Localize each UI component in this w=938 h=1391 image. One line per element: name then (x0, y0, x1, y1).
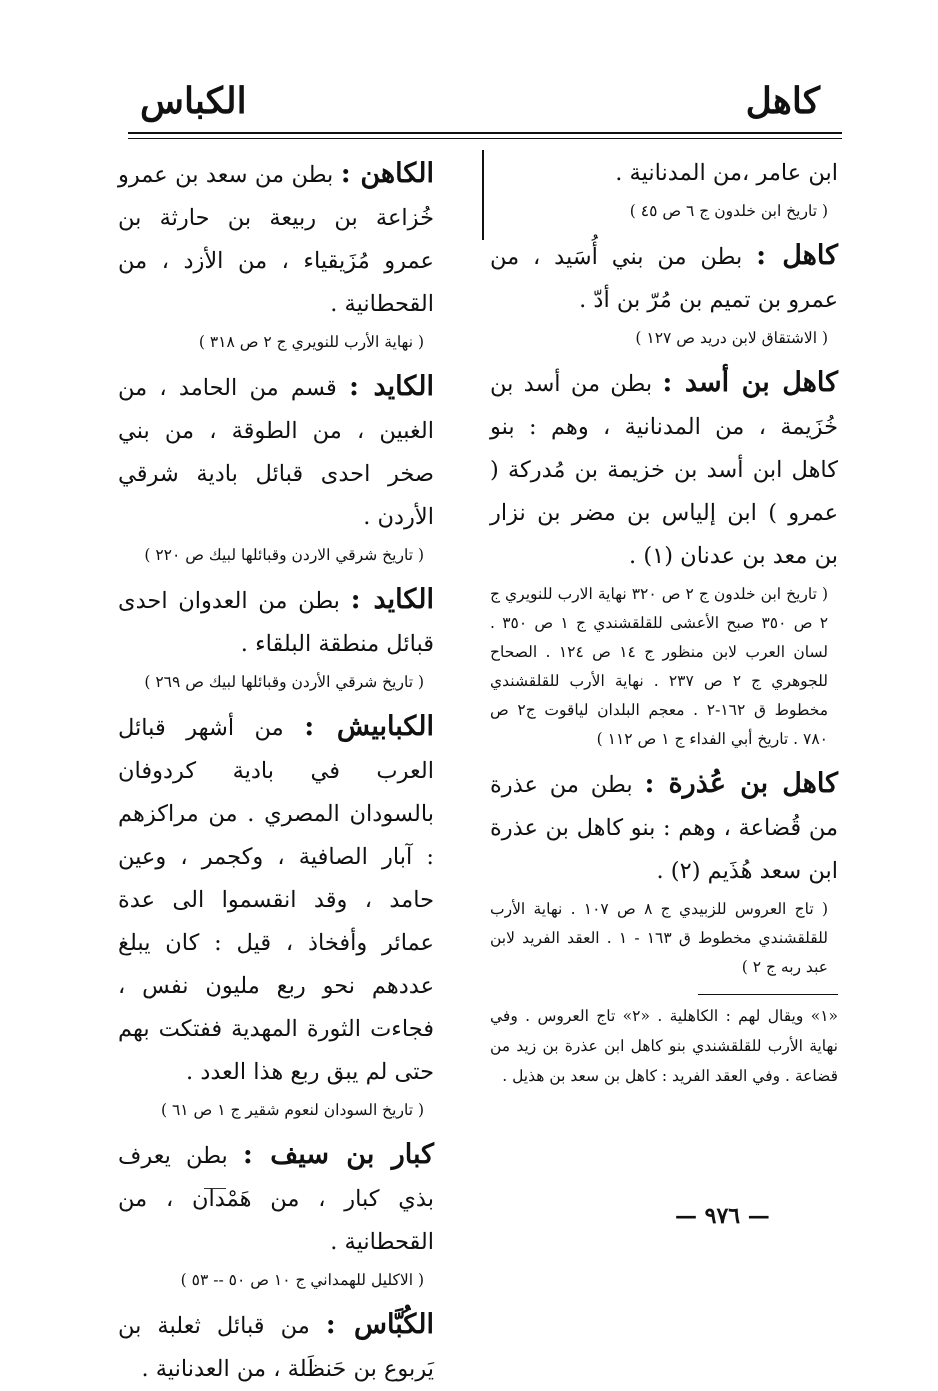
entry (118, 705, 434, 1094)
entry-head: كاهل بن عُذرة : (644, 768, 838, 799)
footnote-rule (698, 994, 838, 995)
entry-text: بطن من سعد بن عمرو خُزاعة بن ربيعة بن حارثة بن عمرو مُزَيقياء ، من الأزد ، من القحطانية . (118, 162, 434, 317)
entry (118, 152, 434, 326)
entry (490, 361, 838, 578)
entry (118, 1133, 434, 1264)
right-column (490, 152, 838, 1091)
reference: ( الاشتقاق لابن دريد ص ١٢٧ ) (635, 329, 828, 347)
entry-text: بطن من العدوان احدى قبائل منطقة البلقاء . (118, 588, 434, 657)
header-rule (128, 132, 842, 134)
column-divider (482, 150, 484, 240)
entry-head: كاهل : (756, 240, 838, 271)
entry (490, 762, 838, 893)
running-header-left: الكباس (140, 80, 247, 122)
end-mark (204, 1188, 226, 1189)
footnote: «١» ويقال لهم : الكاهلية . «٢» تاج العروس . وفي نهاية الأرب للقلقشندي بنو كاهل ابن عذرة بن زيد من قضاعة . وفي العقد الفريد : كاهل بن سعد بن هذيل . (490, 1007, 838, 1085)
entry-head: الكاهن : (340, 158, 434, 189)
entry-text: بطن من أسد بن خُزَيمة ، من المدنانية ، وهم : بنو كاهل ابن أسد بن خزيمة بن مُدركة ( عمرو ) ابن إلياس بن مضر بن نزار بن معد بن عدنان (١) . (490, 371, 838, 569)
entry-text: من أشهر قبائل العرب في بادية كردوفان بالسودان المصري . من مراكزهم : آبار الصافية ، وكجمر ، وعين حامد ، وقد انقسموا الى عدة عمائر وأفخاذ ، قيل : كان يبلغ عددهم نحو ربع مليون نفس ، فجاءت الثورة المهدية ففتكت بهم حتى لم يبق ربع هذا العدد . (118, 715, 434, 1085)
entry-text: قسم من الحامد ، من الغبين ، من الطوقة ، من بني صخر احدى قبائل بادية شرقي الأردن . (118, 375, 434, 530)
entry-text: بطن من بني أُسَيد ، من عمرو بن تميم بن مُرّ بن أدّ . (490, 244, 838, 313)
entry (118, 365, 434, 539)
entry-text: ابن عامر ،من المدنانية . (615, 160, 838, 186)
reference: ( تاريخ ابن خلدون ج ٦ ص ٤٥ ) (629, 202, 828, 220)
reference: ( تاريخ شرقي الأردن وقبائلها لبيك ص ٢٦٩ ) (144, 673, 424, 691)
reference: ( تاج العروس للزبيدي ج ٨ ص ١٠٧ . نهاية الأرب للقلقشندي مخطوط ق ١٦٣ - ١ . العقد الفريد لابن عبد ربه ج ٢ ) (490, 900, 828, 976)
entry-head: الكُبَّاس : (325, 1309, 435, 1340)
reference: ( تاريخ السودان لنعوم شقير ج ١ ص ٦١ ) (160, 1101, 424, 1119)
entry-text: بطن من عذرة من قُضاعة ، وهم : بنو كاهل بن عذرة ابن سعد هُذَيم (٢) . (490, 772, 838, 884)
reference: ( نهاية الأرب للنويري ج ٢ ص ٣١٨ ) (198, 333, 424, 351)
reference: ( الاكليل للهمداني ج ١٠ ص ٥٠ -- ٥٣ ) (180, 1271, 424, 1289)
entry-head: الكايد : (348, 371, 434, 402)
page-number: — ٩٧٦ — (675, 1203, 770, 1229)
entry (490, 234, 838, 322)
running-header-right: كاهل (745, 80, 820, 122)
entry (118, 1303, 434, 1391)
entry (118, 578, 434, 666)
reference: ( تاريخ شرقي الاردن وقبائلها لبيك ص ٢٢٠ ) (144, 546, 424, 564)
reference: ( تاريخ ابن خلدون ج ٢ ص ٣٢٠ نهاية الارب للنويري ج ٢ ص ٣٥٠ صبح الأعشى للقلقشندي ج ١ ص ٣٥٠ . لسان العرب لابن منظور ج ١٤ ص ١٢٤ . الصحاح للجوهري ج ٢ ص ٢٣٧ . نهاية الأرب للقلقشندي مخطوط ق ١٦٢-٢ . معجم البلدان لياقوت ج٢ ص ٧٨٠ . تاريخ أبي الفداء ج ١ ص ١١٢ ) (490, 585, 829, 748)
entry-head: كبار بن سيف : (242, 1139, 434, 1170)
left-column (118, 152, 434, 1391)
entry-text: من قبائل ثعلبة بن يَربوع بن حَنظَلة ، من العدنانية . (118, 1313, 434, 1382)
header-rule-thin (128, 138, 842, 139)
entry-text: بطن يعرف بذي كبار ، من هَمْدان ، من القحطانية . (118, 1143, 434, 1255)
entry-head: الكايد : (350, 584, 435, 615)
entry-head: الكبابيش : (304, 711, 435, 742)
entry-head: كاهل بن أسد : (662, 367, 838, 398)
